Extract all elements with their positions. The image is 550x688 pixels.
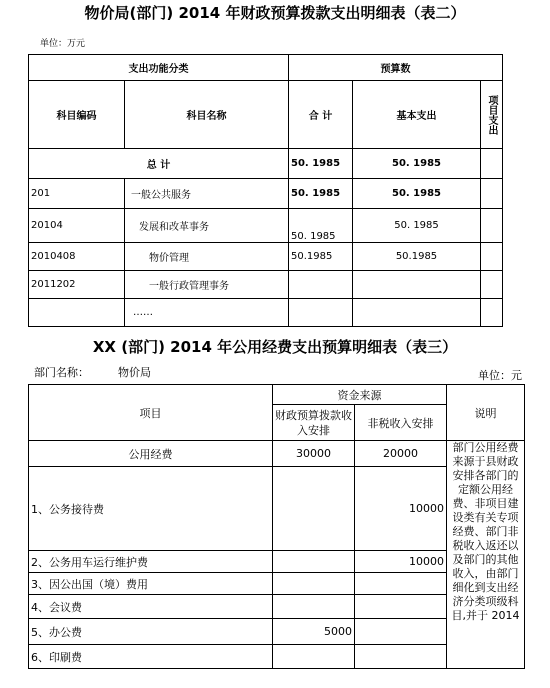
row-fiscal xyxy=(273,551,355,573)
header-budget: 预算数 xyxy=(289,55,503,81)
header-project xyxy=(481,81,503,149)
row-basic xyxy=(353,271,481,299)
public-expense-table xyxy=(28,384,525,669)
note-cell: 部门公用经费来源于县财政安排各部门的定额公用经费、非项目建设类有关专项经费、部门非税收入返还以及部门的其他收入，由部门细化到支出经济分类项级科目,并于 2014 xyxy=(447,441,525,669)
row-name: 一般公共服务 xyxy=(125,179,289,209)
row-project xyxy=(481,179,503,209)
table2-unit: 单位：万元 xyxy=(40,39,86,49)
row-nontax xyxy=(355,619,447,645)
header-source: 资金来源 xyxy=(273,385,447,405)
row-name: …… xyxy=(125,299,289,327)
row-fiscal xyxy=(273,573,355,595)
table3-unit: 单位：元 xyxy=(478,369,522,382)
row-project xyxy=(481,271,503,299)
header-name: 科目名称 xyxy=(125,81,289,149)
row-fiscal: 5000 xyxy=(273,619,355,645)
total-row-basic: 50. 1985 xyxy=(353,149,481,179)
table-row xyxy=(29,299,503,327)
row-code: 201 xyxy=(29,179,125,209)
row-project xyxy=(481,243,503,271)
row-fiscal xyxy=(273,467,355,551)
row-total: 50. 1985 xyxy=(289,209,353,243)
header-project-text: 项目支出 xyxy=(486,94,498,135)
row-basic xyxy=(353,299,481,327)
header-total: 合 计 xyxy=(289,81,353,149)
row-total: 50. 1985 xyxy=(289,179,353,209)
table3-title: XX (部门) 2014 年公用经费支出预算明细表（表三） xyxy=(92,338,458,356)
total-row-label: 总 计 xyxy=(29,149,289,179)
row-nontax xyxy=(355,573,447,595)
header-item: 项目 xyxy=(29,385,273,441)
dept-label: 部门名称： xyxy=(34,366,89,379)
row-total xyxy=(289,271,353,299)
row-basic: 50. 1985 xyxy=(353,209,481,243)
header-code: 科目编码 xyxy=(29,81,125,149)
dept-name: 物价局 xyxy=(118,366,151,379)
header-func-class: 支出功能分类 xyxy=(29,55,289,81)
row-code: 2010408 xyxy=(29,243,125,271)
row-nontax: 10000 xyxy=(355,551,447,573)
table-row xyxy=(29,209,503,243)
row-item: 5、办公费 xyxy=(29,619,273,645)
row-item: 3、因公出国（境）费用 xyxy=(29,573,273,595)
total-row-fiscal: 30000 xyxy=(273,441,355,467)
row-fiscal xyxy=(273,645,355,669)
total-row-nontax: 20000 xyxy=(355,441,447,467)
row-nontax xyxy=(355,645,447,669)
row-total: 50.1985 xyxy=(289,243,353,271)
row-code: 2011202 xyxy=(29,271,125,299)
header-basic: 基本支出 xyxy=(353,81,481,149)
table2-title: 物价局(部门) 2014 年财政预算拨款支出明细表（表二） xyxy=(84,4,466,22)
total-row-total: 50. 1985 xyxy=(289,149,353,179)
table-row xyxy=(29,271,503,299)
header-note: 说明 xyxy=(447,385,525,441)
table-row xyxy=(29,179,503,209)
row-code: 20104 xyxy=(29,209,125,243)
row-nontax xyxy=(355,595,447,619)
row-total xyxy=(289,299,353,327)
row-name: 一般行政管理事务 xyxy=(125,271,289,299)
header-nontax: 非税收入安排 xyxy=(355,405,447,441)
row-code xyxy=(29,299,125,327)
row-item: 2、公务用车运行维护费 xyxy=(29,551,273,573)
total-row-project xyxy=(481,149,503,179)
row-project xyxy=(481,209,503,243)
table-row xyxy=(29,243,503,271)
row-name: 发展和改革事务 xyxy=(125,209,289,243)
row-item: 4、会议费 xyxy=(29,595,273,619)
header-fiscal: 财政预算拨款收入安排 xyxy=(273,405,355,441)
total-row-label: 公用经费 xyxy=(29,441,273,467)
row-basic: 50.1985 xyxy=(353,243,481,271)
row-item: 6、印刷费 xyxy=(29,645,273,669)
row-fiscal xyxy=(273,595,355,619)
row-project xyxy=(481,299,503,327)
row-name: 物价管理 xyxy=(125,243,289,271)
budget-table xyxy=(28,54,503,327)
row-basic: 50. 1985 xyxy=(353,179,481,209)
row-nontax: 10000 xyxy=(355,467,447,551)
row-item: 1、公务接待费 xyxy=(29,467,273,551)
